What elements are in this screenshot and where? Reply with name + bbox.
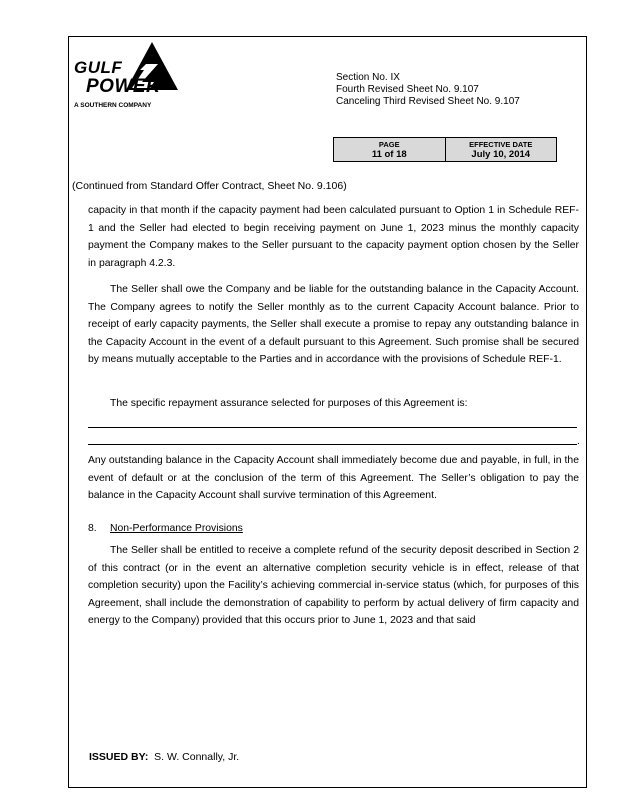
- issued-by-name: S. W. Connally, Jr.: [154, 751, 240, 763]
- revised-sheet: Fourth Revised Sheet No. 9.107: [336, 84, 479, 95]
- page-info-table: [333, 137, 557, 162]
- issued-by-label: ISSUED BY:: [89, 751, 149, 763]
- logo-text-gulf: GULF: [74, 58, 123, 77]
- issued-by: [89, 751, 239, 763]
- effective-date-cell: [445, 138, 557, 161]
- section-number-8: 8.: [88, 523, 97, 534]
- paragraph-repayment-assurance: The specific repayment assurance selected for purposes of this Agreement is:: [110, 398, 468, 409]
- blank-line-1: [88, 427, 577, 428]
- sheet-info: [336, 72, 520, 108]
- page-cell: [334, 138, 445, 161]
- paragraph-refund: The Seller shall be entitled to receive a complete refund of the security deposit described in Section 2 of this contract (or in the event an alternative completion security vehicle is in effect, release of that completion security) upon the Facility’s achieving commercial in-service status (which, for purposes of this Agreement, shall include the demonstration of capability to perform by actual delivery of firm capacity and energy to the Company) provided that this occurs prior to June 1, 2023 and that said: [88, 545, 579, 627]
- blank-line-2: [88, 444, 577, 445]
- section-heading: [88, 523, 243, 534]
- blank-line-period: .: [577, 436, 580, 447]
- paragraph-outstanding-balance: Any outstanding balance in the Capacity Account shall immediately become due and payable, in full, in the event of default or at the conclusion of the term of this Agreement. The Seller’s obligation to pay the balance in the Capacity Account shall survive termination of this Agreement.: [88, 455, 579, 502]
- paragraph-capacity-month: capacity in that month if the capacity payment had been calculated pursuant to Option 1 in Schedule REF-1 and the Seller had elected to begin receiving payment on June 1, 2023 minus the monthly capacity payment the Company makes to the Seller pursuant to the capacity payment option chosen by the Seller in paragraph 4.2.3.: [88, 205, 579, 269]
- section-number: Section No. IX: [336, 72, 400, 83]
- paragraph-seller-owes: The Seller shall owe the Company and be liable for the outstanding balance in the Capacity Account. The Company agrees to notify the Seller monthly as to the current Capacity Account balance. Prior to receipt of early capacity payments, the Seller shall execute a promise to repay any outstanding balance in the Capacity Account in the event of a default pursuant to this Agreement. Such promise shall be secured by means mutually acceptable to the Parties and in accordance with the provisions of Schedule REF-1.: [88, 284, 579, 366]
- logo-text-power: POWER: [86, 76, 161, 97]
- logo-tagline: A SOUTHERN COMPANY: [74, 102, 152, 109]
- page-value: 11 of 18: [371, 149, 407, 160]
- canceling-sheet: Canceling Third Revised Sheet No. 9.107: [336, 96, 520, 107]
- company-logo: [74, 40, 194, 116]
- effective-date-value: July 10, 2014: [471, 149, 531, 160]
- section-title: Non-Performance Provisions: [110, 523, 243, 534]
- effective-date-label: EFFECTIVE DATE: [469, 140, 533, 149]
- continued-note: (Continued from Standard Offer Contract, Sheet No. 9.106): [72, 180, 347, 192]
- page-label: PAGE: [378, 140, 400, 149]
